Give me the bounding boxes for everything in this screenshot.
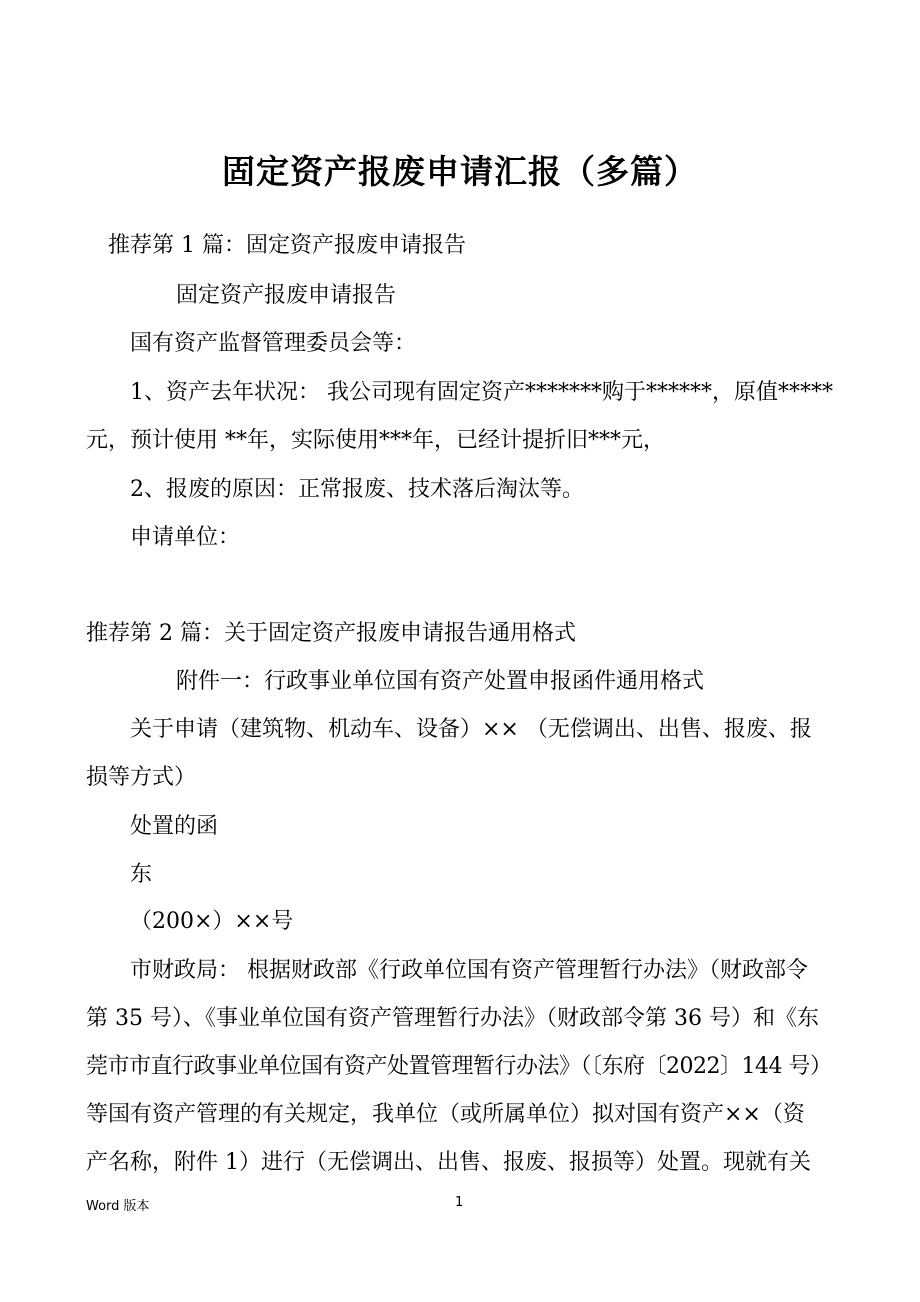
report-subtitle: 固定资产报废申请报告 [176, 283, 397, 308]
footer-version: Word 版本 [86, 1199, 150, 1214]
disposal-letter: 处置的函 [130, 814, 219, 839]
asset-status-line-2: 元，预计使用 **年，实际使用***年，已经计提折旧***元， [86, 428, 665, 453]
application-line-1: 关于申请（建筑物、机动车、设备）×× （无偿调出、出售、报废、报 [130, 717, 812, 742]
application-line-2: 损等方式） [86, 765, 197, 790]
document-number: （200×）××号 [130, 909, 294, 934]
body-line-3: 莞市市直行政事业单位国有资产处置管理暂行办法》（〔东府〔2022〕144 号） [86, 1054, 832, 1079]
applicant-unit: 申请单位： [130, 525, 241, 550]
addressee: 国有资产监督管理委员会等： [130, 331, 417, 356]
body-line-1: 市财政局： 根据财政部《行政单位国有资产管理暂行办法》（财政部令 [130, 958, 808, 983]
asset-status-line-1: 1、资产去年状况： 我公司现有固定资产*******购于******，原值***** [130, 380, 833, 405]
document-title: 固定资产报废申请汇报（多篇） [222, 152, 698, 191]
footer-page-number: 1 [455, 1195, 464, 1210]
attachment-1-title: 附件一：行政事业单位国有资产处置申报函件通用格式 [176, 669, 705, 694]
body-line-4: 等国有资产管理的有关规定，我单位（或所属单位）拟对国有资产××（资 [86, 1102, 805, 1127]
recommend-1-heading: 推荐第 1 篇：固定资产报废申请报告 [108, 233, 466, 258]
recommend-2-heading: 推荐第 2 篇：关于固定资产报废申请报告通用格式 [86, 621, 576, 646]
issuer-prefix: 东 [130, 862, 153, 887]
body-line-2: 第 35 号）、《事业单位国有资产管理暂行办法》（财政部令第 36 号）和《东 [86, 1006, 819, 1031]
body-line-5: 产名称，附件 1）进行（无偿调出、出售、报废、报损等）处置。现就有关 [86, 1150, 811, 1175]
scrap-reason: 2、报废的原因：正常报废、技术落后淘汰等。 [130, 477, 584, 502]
